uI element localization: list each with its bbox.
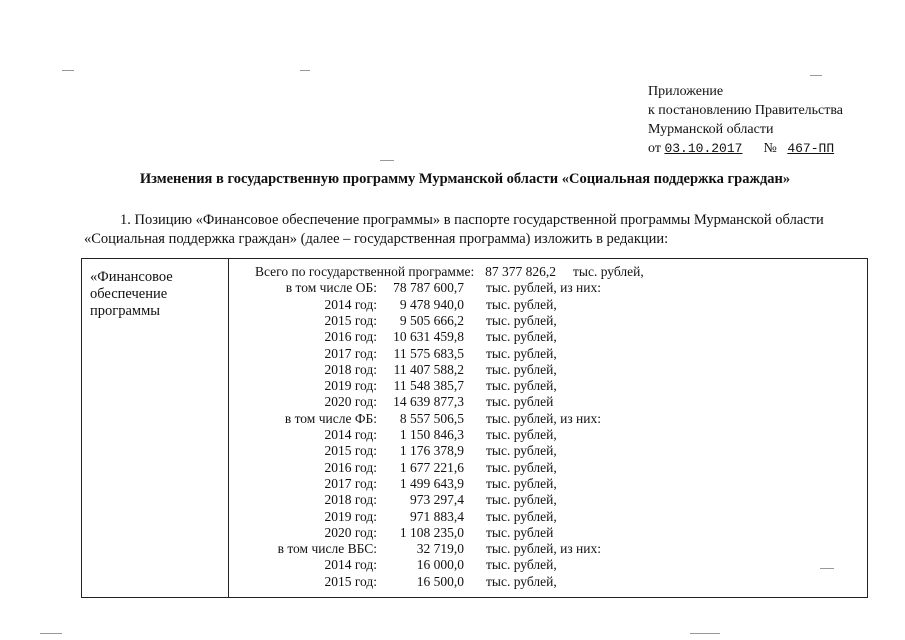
row-unit: тыс. рублей, xyxy=(486,573,557,589)
total-label: Всего по государственной программе: xyxy=(255,264,475,279)
left-cell-line: программы xyxy=(90,303,160,319)
scan-speck xyxy=(690,633,720,634)
table-row xyxy=(0,574,905,590)
row-value: 9 505 666,2 xyxy=(399,312,464,328)
row-value: 78 787 600,7 xyxy=(393,280,464,296)
row-value: 16 000,0 xyxy=(416,557,464,573)
row-label: 2016 год: xyxy=(324,329,377,345)
row-value: 14 639 877,3 xyxy=(393,394,464,410)
row-unit: тыс. рублей, xyxy=(486,296,557,312)
date-prefix: от xyxy=(648,141,661,156)
row-unit: тыс. рублей, xyxy=(486,508,557,524)
left-cell-line: «Финансовое xyxy=(90,269,173,285)
row-value: 1 499 643,9 xyxy=(399,475,464,491)
row-unit: тыс. рублей, xyxy=(486,361,557,377)
row-label: 2017 год: xyxy=(324,475,377,491)
row-unit: тыс. рублей, из них: xyxy=(486,541,601,557)
scan-speck xyxy=(62,70,74,71)
row-value: 973 297,4 xyxy=(410,492,464,508)
row-label: 2019 год: xyxy=(324,508,377,524)
total-value: 87 377 826,2 xyxy=(485,264,556,279)
row-unit: тыс. рублей, xyxy=(486,345,557,361)
row-value: 32 719,0 xyxy=(416,541,464,557)
table-row xyxy=(0,346,905,362)
appendix-date-line xyxy=(648,139,843,158)
appendix-block xyxy=(648,82,843,158)
total-unit: тыс. рублей, xyxy=(573,264,644,279)
row-unit: тыс. рублей, xyxy=(486,459,557,475)
paragraph-line-1 xyxy=(84,211,864,230)
table-row xyxy=(0,460,905,476)
row-label: 2017 год: xyxy=(324,345,377,361)
appendix-line-1: Приложение xyxy=(648,84,724,99)
row-unit: тыс. рублей, xyxy=(486,475,557,491)
row-label: 2015 год: xyxy=(324,443,377,459)
row-value: 11 575 683,5 xyxy=(393,345,464,361)
scan-speck xyxy=(820,568,834,569)
row-label: 2015 год: xyxy=(324,573,377,589)
row-label: в том числе ОБ: xyxy=(285,280,377,296)
table-row xyxy=(0,443,905,459)
row-label: в том числе ВБС: xyxy=(277,541,377,557)
table-row xyxy=(0,297,905,313)
appendix-line-2: к постановлению Правительства xyxy=(648,103,844,118)
row-label: 2016 год: xyxy=(324,459,377,475)
row-unit: тыс. рублей, xyxy=(486,312,557,328)
number-sign: № xyxy=(763,141,777,156)
row-value: 8 557 506,5 xyxy=(399,410,464,426)
total-row xyxy=(0,264,905,280)
row-label: 2018 год: xyxy=(324,492,377,508)
row-label: 2018 год: xyxy=(324,361,377,377)
row-value: 1 677 221,6 xyxy=(399,459,464,475)
table-row xyxy=(0,492,905,508)
appendix-line-3: Мурманской области xyxy=(648,122,774,137)
row-label: в том числе ФБ: xyxy=(284,410,377,426)
scan-speck xyxy=(300,70,310,71)
row-label: 2019 год: xyxy=(324,378,377,394)
paragraph-text-1: 1. Позицию «Финансовое обеспечение программы» в паспорте государственной программы Мурманской области xyxy=(120,212,824,228)
row-unit: тыс. рублей, из них: xyxy=(486,410,601,426)
row-unit: тыс. рублей, xyxy=(486,329,557,345)
row-unit: тыс. рублей, xyxy=(486,427,557,442)
row-value: 1 108 235,0 xyxy=(399,524,464,540)
row-unit: тыс. рублей xyxy=(486,394,554,410)
row-unit: тыс. рублей, xyxy=(486,443,557,459)
row-value: 16 500,0 xyxy=(416,573,464,589)
row-label: 2020 год: xyxy=(324,394,377,410)
table-row xyxy=(0,362,905,378)
table-row xyxy=(0,476,905,492)
scan-speck xyxy=(40,633,62,634)
table-row xyxy=(0,313,905,329)
document-title: Изменения в государственную программу Мурманской области «Социальная поддержка граждан» xyxy=(139,171,791,187)
row-unit: тыс. рублей, xyxy=(486,557,557,573)
row-value: 11 407 588,2 xyxy=(393,361,464,377)
scan-speck xyxy=(810,75,822,76)
row-unit: тыс. рублей, xyxy=(486,492,557,508)
table-row xyxy=(0,427,905,443)
row-label: 2014 год: xyxy=(324,427,377,442)
row-label: 2015 год: xyxy=(324,312,377,328)
document-date: 03.10.2017 xyxy=(664,141,743,156)
table-row xyxy=(0,525,905,541)
table-row xyxy=(0,280,905,296)
scan-speck xyxy=(380,160,394,161)
row-label: 2020 год: xyxy=(324,524,377,540)
table-row xyxy=(0,394,905,410)
table-row xyxy=(0,329,905,345)
table-row xyxy=(0,411,905,427)
table-row xyxy=(0,557,905,573)
document-number: 467-ПП xyxy=(787,141,835,156)
row-value: 10 631 459,8 xyxy=(393,329,464,345)
row-value: 9 478 940,0 xyxy=(399,296,464,312)
table-row xyxy=(0,378,905,394)
row-value: 971 883,4 xyxy=(410,508,464,524)
row-value: 11 548 385,7 xyxy=(393,378,464,394)
row-value: 1 176 378,9 xyxy=(399,443,464,459)
left-cell-line: обеспечение xyxy=(90,286,168,302)
table-row xyxy=(0,541,905,557)
row-unit: тыс. рублей, xyxy=(486,378,557,394)
paragraph-line-2: «Социальная поддержка граждан» (далее – государственная программа) изложить в редакции: xyxy=(84,231,669,247)
table-row xyxy=(0,509,905,525)
row-unit: тыс. рублей, из них: xyxy=(486,280,601,296)
row-label: 2014 год: xyxy=(324,557,377,573)
row-unit: тыс. рублей xyxy=(486,524,554,540)
row-value: 1 150 846,3 xyxy=(399,427,464,442)
row-label: 2014 год: xyxy=(324,296,377,312)
